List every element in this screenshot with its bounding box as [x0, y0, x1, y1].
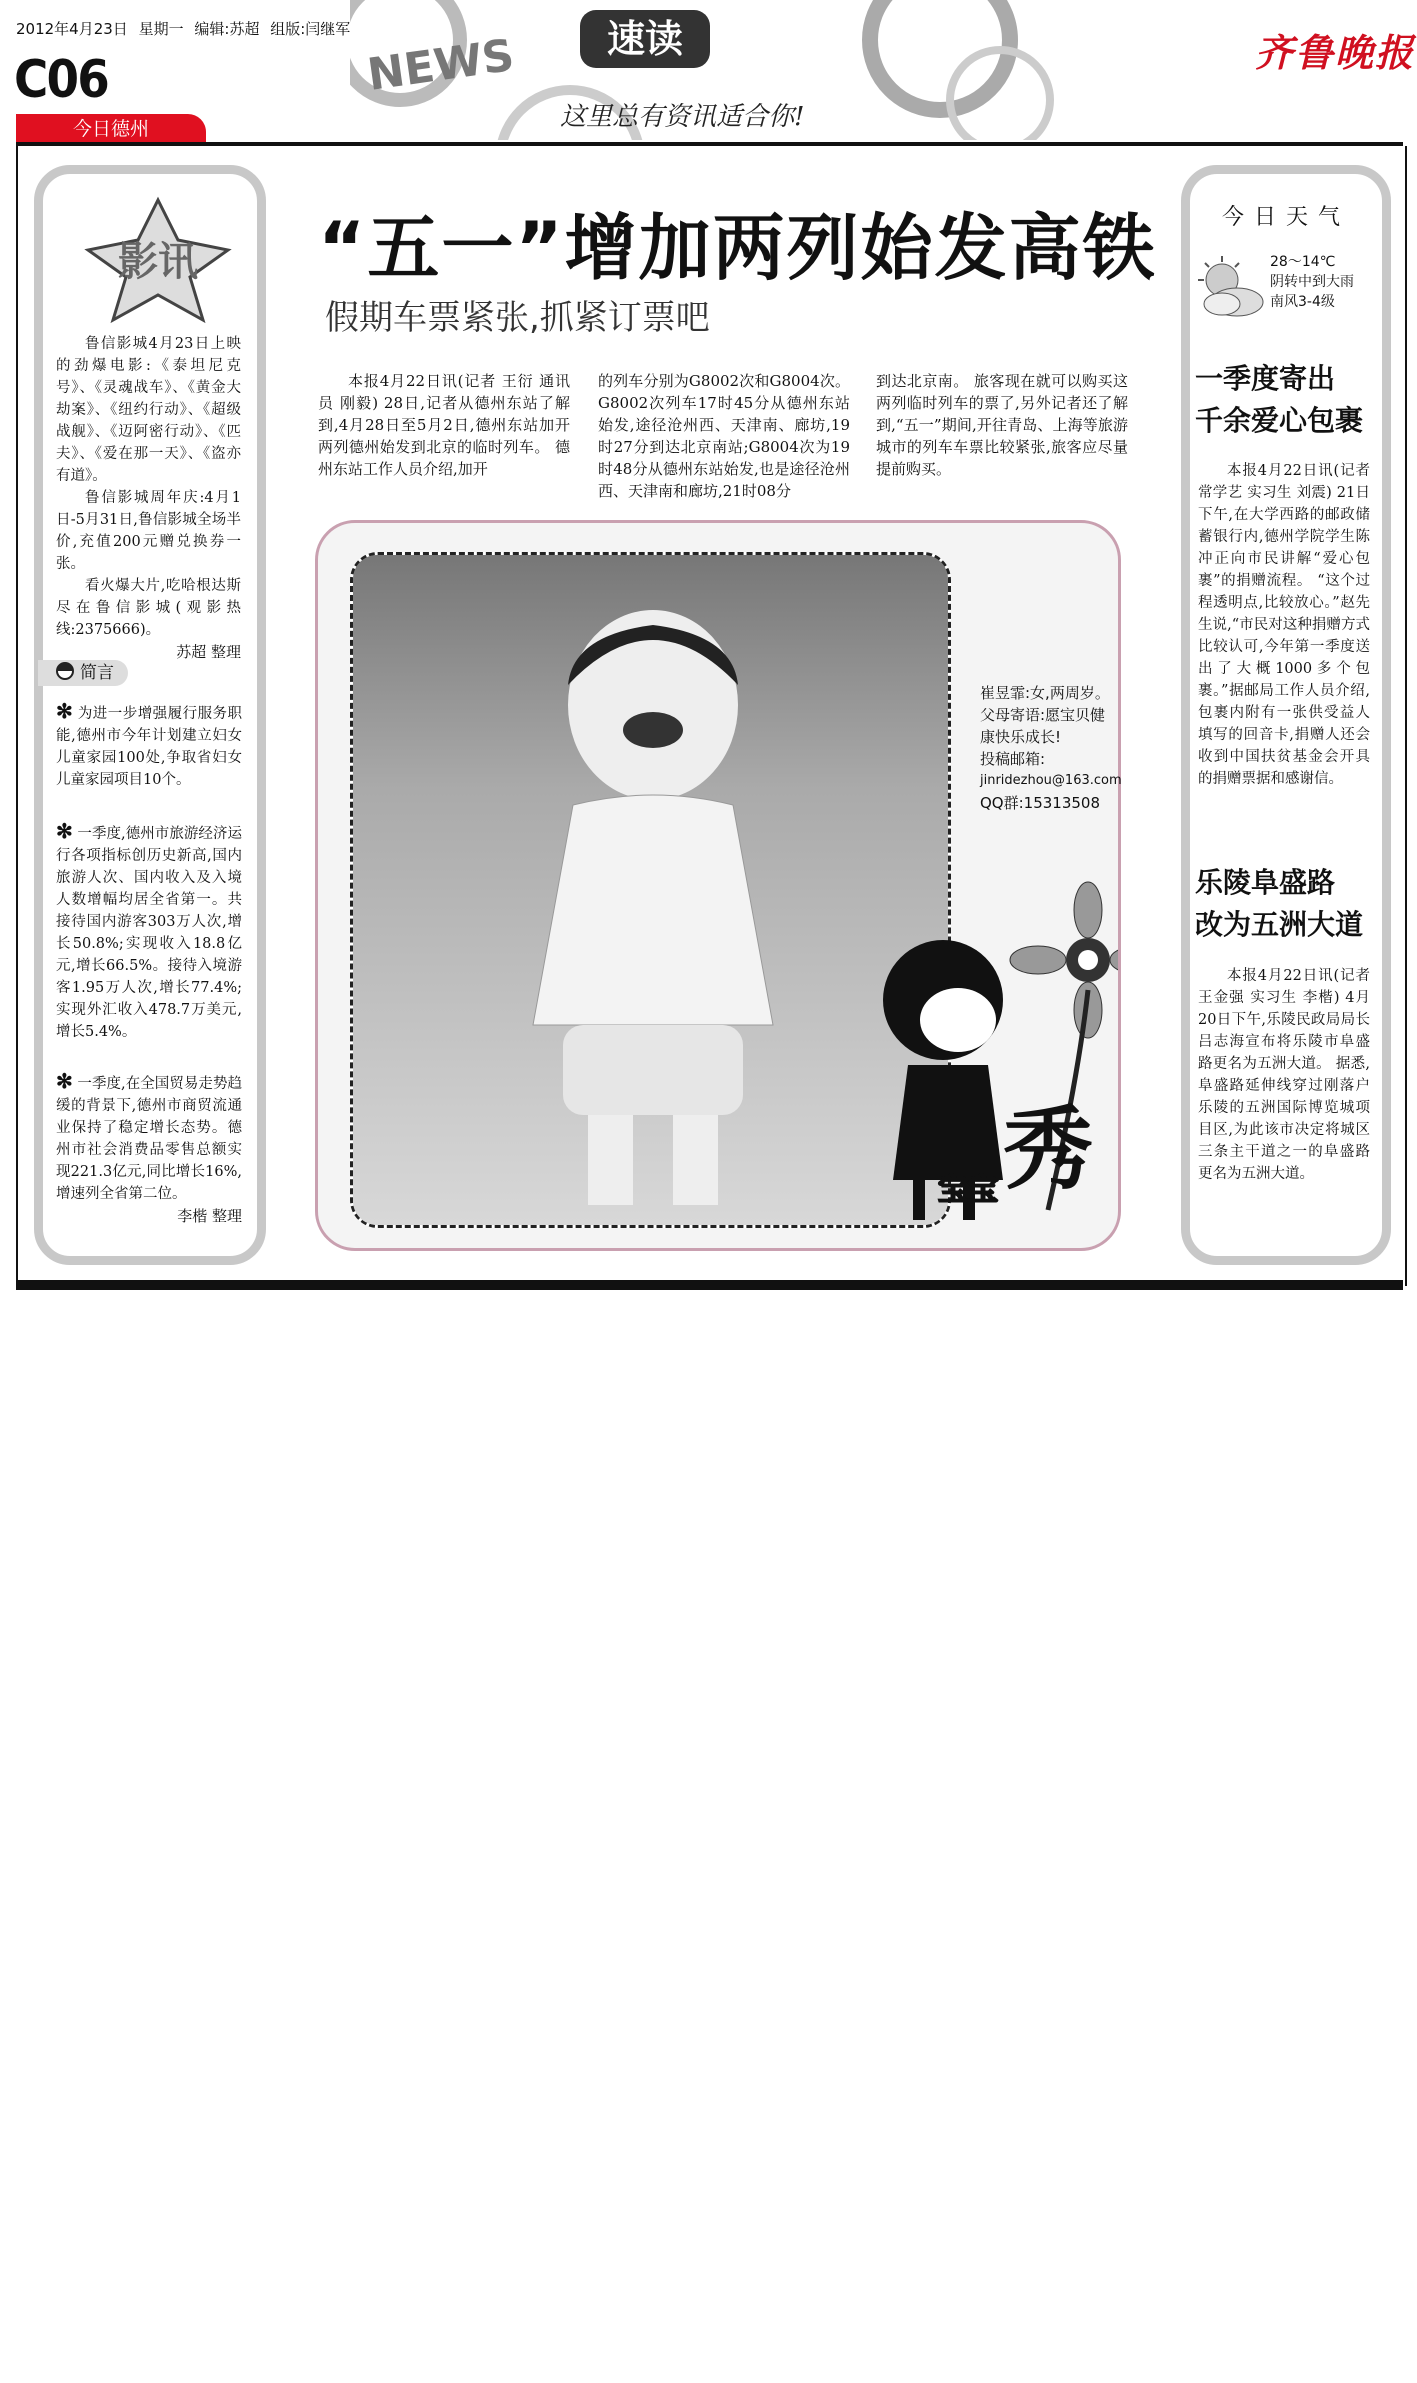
weather-temp: 28～14℃: [1270, 254, 1336, 270]
brief-credit: 李楷 整理: [177, 1207, 242, 1225]
section-tag: 今日德州: [16, 114, 206, 144]
asterisk-icon: ✻: [56, 819, 73, 843]
star-title: 影讯: [118, 238, 198, 285]
brief-icon: [56, 662, 74, 680]
film-notice: [56, 333, 241, 663]
layout-credit: 组版:闫继军: [270, 20, 351, 38]
right-headline-1: [1195, 358, 1395, 442]
issue-date: 2012年4月23日: [16, 20, 128, 38]
cloud-sun-icon: [1192, 252, 1267, 322]
caption-wish: 父母寄语:愿宝贝健康快乐成长!: [980, 706, 1106, 746]
star-icon: [78, 195, 238, 325]
masthead-logo: 齐鲁晚报: [1255, 30, 1416, 75]
weather-title: 今日天气: [1221, 205, 1350, 230]
brief-heading: [38, 660, 128, 686]
film-credit: 苏超 整理: [176, 643, 241, 661]
right-headline-2: [1195, 862, 1395, 946]
film-paragraph-3: 看火爆大片,吃哈根达斯尽在鲁信影城(观影热线:2375666)。: [56, 578, 241, 638]
brief-item-3: [56, 1070, 242, 1227]
issue-weekday: 星期一: [138, 20, 184, 38]
asterisk-icon: ✻: [56, 1069, 73, 1093]
caption-qq: QQ群:15313508: [980, 794, 1101, 812]
banner-slogan: 这里总有资讯适合你!: [560, 102, 805, 132]
asterisk-icon: ✻: [56, 699, 73, 723]
brief-item-1: [56, 700, 242, 791]
editor-credit: 编辑:苏超: [194, 20, 260, 38]
article-column-3: 到达北京南。 旅客现在就可以购买这两列临时列车的票了,另外记者还了解到,“五一”期间,开往青岛、上海等旅游城市的列车车票比较紧张,旅客应尽量提前购买。: [876, 372, 1128, 478]
main-subhead: 假期车票紧张,抓紧订票吧: [325, 298, 710, 338]
brief-text-1: 为进一步增强履行服务职能,德州市今年计划建立妇女儿童家园100处,争取省妇女儿童家园项目10个。: [56, 706, 243, 788]
brief-text-3: 一季度,在全国贸易走势趋缓的背景下,德州市商贸流通业保持了稳定增长态势。德州市社会消费品零售总额实现221.3亿元,同比增长16%,增速列全省第二位。: [56, 1076, 243, 1202]
right-body-1: 本报4月22日讯(记者 常学艺 实习生 刘震) 21日下午,在大学西路的邮政储蓄银行内,德州学院学生陈冲正向市民讲解“爱心包裹”的捐赠流程。 “这个过程透明点,比较放心。”赵先生说,“市民对这种捐赠方式比较认可,今年第一季度送出了大概1000多个包裹。”据邮局工作人员介绍,包裹内附有一张供受益人填写的回音卡,捐赠人还会收到中国扶贫基金会开具的捐赠票据和感谢信。: [1198, 463, 1370, 787]
banner-news: NEWS: [364, 29, 518, 101]
banner-title: 速读: [606, 17, 684, 61]
right-headline-1a: 一季度寄出: [1195, 362, 1336, 395]
baby-show-logo: [848, 880, 1118, 1220]
brief-title: 简言: [80, 663, 114, 683]
photo-caption: [980, 682, 1122, 814]
weather-desc: 阴转中到大雨: [1270, 274, 1354, 290]
film-paragraph-1: 鲁信影城4月23日上映的劲爆电影:《泰坦尼克号》、《灵魂战车》、《黄金大劫案》、《纽约行动》、《超级战舰》、《迈阿密行动》、《匹夫》、《爱在那一天》、《盗亦有道》。: [56, 336, 241, 484]
right-headline-2b: 改为五洲大道: [1195, 908, 1364, 941]
weather-wind: 南风3-4级: [1270, 294, 1335, 310]
brief-item-2: [56, 820, 242, 1043]
film-paragraph-2: 鲁信影城周年庆:4月1日-5月31日,鲁信影城全场半价,充值200元赠兑换券一张。: [56, 490, 241, 572]
show-big-text: 秀: [1003, 1096, 1093, 1202]
weather-info: [1270, 252, 1385, 312]
article-column-2: 的列车分别为G8002次和G8004次。G8002次列车17时45分从德州东站始发,途径沧州西、天津南、廊坊,19时27分到达北京南站;G8004次为19时48分从德州东站始发,也是途径沧州西、天津南和廊坊,21时08分: [598, 372, 850, 500]
right-body-2: 本报4月22日讯(记者 王金强 实习生 李楷) 4月20日下午,乐陵民政局局长吕志海宣布将乐陵市阜盛路更名为五洲大道。 据悉,阜盛路延伸线穿过刚落户乐陵的五洲国际博览城项目区,为此该市决定将城区三条主干道之一的阜盛路更名为五洲大道。: [1198, 968, 1370, 1182]
right-headline-2a: 乐陵阜盛路: [1195, 866, 1336, 899]
caption-email-label: 投稿邮箱:: [980, 750, 1046, 768]
brief-text-2: 一季度,德州市旅游经济运行各项指标创历史新高,国内旅游人次、国内收入及入境人数增幅均居全省第一。共接待国内游客303万人次,增长50.8%;实现收入18.8亿元,增长66.5%。接待入境游客1.95万人次,增长77.4%;实现外汇收入478.7万美元,增长5.4%。: [56, 826, 243, 1040]
page-code: C06: [14, 50, 109, 110]
header-meta: [16, 18, 350, 39]
caption-email: jinridezhou@163.com: [980, 773, 1122, 788]
bottom-rule: [16, 1280, 1403, 1290]
news-banner: [350, 0, 1060, 140]
caption-name: 崔昱霏:女,两周岁。: [980, 684, 1110, 702]
right-headline-1b: 千余爱心包裹: [1195, 404, 1364, 437]
main-headline: “五一”增加两列始发高铁: [318, 206, 1157, 290]
show-small-text: 宝宝: [938, 1173, 998, 1208]
article-column-1: 本报4月22日讯(记者 王衍 通讯员 刚毅) 28日,记者从德州东站了解到,4月28日至5月2日,德州东站加开两列德州始发到北京的临时列车。 德州东站工作人员介绍,加开: [318, 372, 570, 478]
